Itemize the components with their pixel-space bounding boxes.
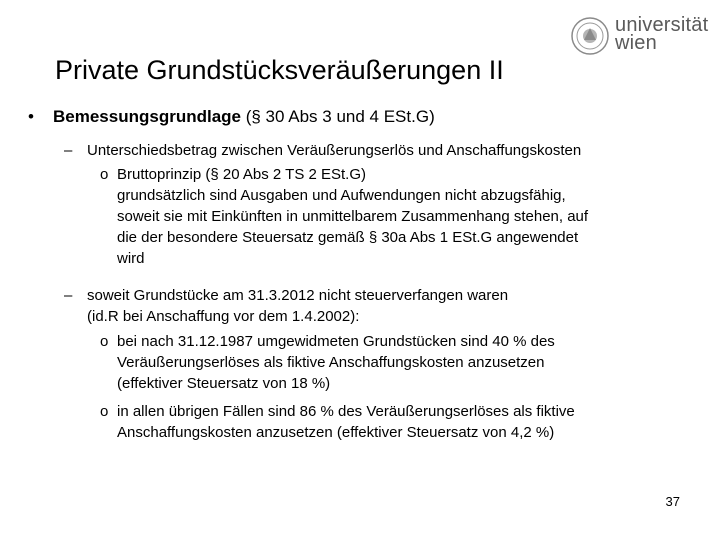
main-bullet-rest: (§ 30 Abs 3 und 4 ESt.G) — [241, 107, 435, 126]
logo-text-line1: universität — [615, 14, 709, 36]
text-line: die der besondere Steuersatz gemäß § 30a Abs 1 ESt.G angewendet — [117, 229, 579, 246]
bullet-marker: • — [28, 107, 34, 126]
circle-marker: o — [100, 166, 109, 183]
text-line: wird — [117, 250, 145, 267]
university-logo — [570, 16, 710, 56]
sub-item-text — [117, 331, 687, 394]
text-line: bei nach 31.12.1987 umgewidmeten Grundstücken sind 40 % des — [117, 333, 555, 350]
slide-title: Private Grundstücksveräußerungen II — [55, 55, 504, 85]
university-seal-icon — [570, 16, 610, 56]
sub-item-text — [117, 401, 687, 443]
circle-marker: o — [100, 333, 109, 350]
page-number: 37 — [665, 494, 680, 509]
list-item-text — [87, 285, 687, 327]
circle-marker: o — [100, 403, 109, 420]
text-line: soweit Grundstücke am 31.3.2012 nicht steuerverfangen waren — [87, 287, 509, 304]
text-line: soweit sie mit Einkünften in unmittelbarem Zusammenhang stehen, auf — [117, 208, 589, 225]
main-bullet-text — [53, 106, 435, 128]
main-bullet-bold-label: Bemessungsgrundlage — [53, 107, 241, 126]
list-item-text: Unterschiedsbetrag zwischen Veräußerungserlös und Anschaffungskosten — [87, 142, 582, 159]
text-line: (id.R bei Anschaffung vor dem 1.4.2002): — [87, 308, 360, 325]
dash-marker: – — [64, 287, 73, 304]
text-line: Bruttoprinzip (§ 20 Abs 2 TS 2 ESt.G) — [117, 166, 367, 183]
text-line: in allen übrigen Fällen sind 86 % des Veräußerungserlöses als fiktive — [117, 403, 575, 420]
text-line: grundsätzlich sind Ausgaben und Aufwendungen nicht abzugsfähig, — [117, 187, 566, 204]
dash-marker: – — [64, 142, 73, 159]
text-line: (effektiver Steuersatz von 18 %) — [117, 375, 331, 392]
logo-text-line2: wien — [615, 32, 657, 54]
text-line: Veräußerungserlöses als fiktive Anschaffungskosten anzusetzen — [117, 354, 545, 371]
sub-item-text — [117, 164, 687, 269]
text-line: Anschaffungskosten anzusetzen (effektiver Steuersatz von 4,2 %) — [117, 424, 555, 441]
